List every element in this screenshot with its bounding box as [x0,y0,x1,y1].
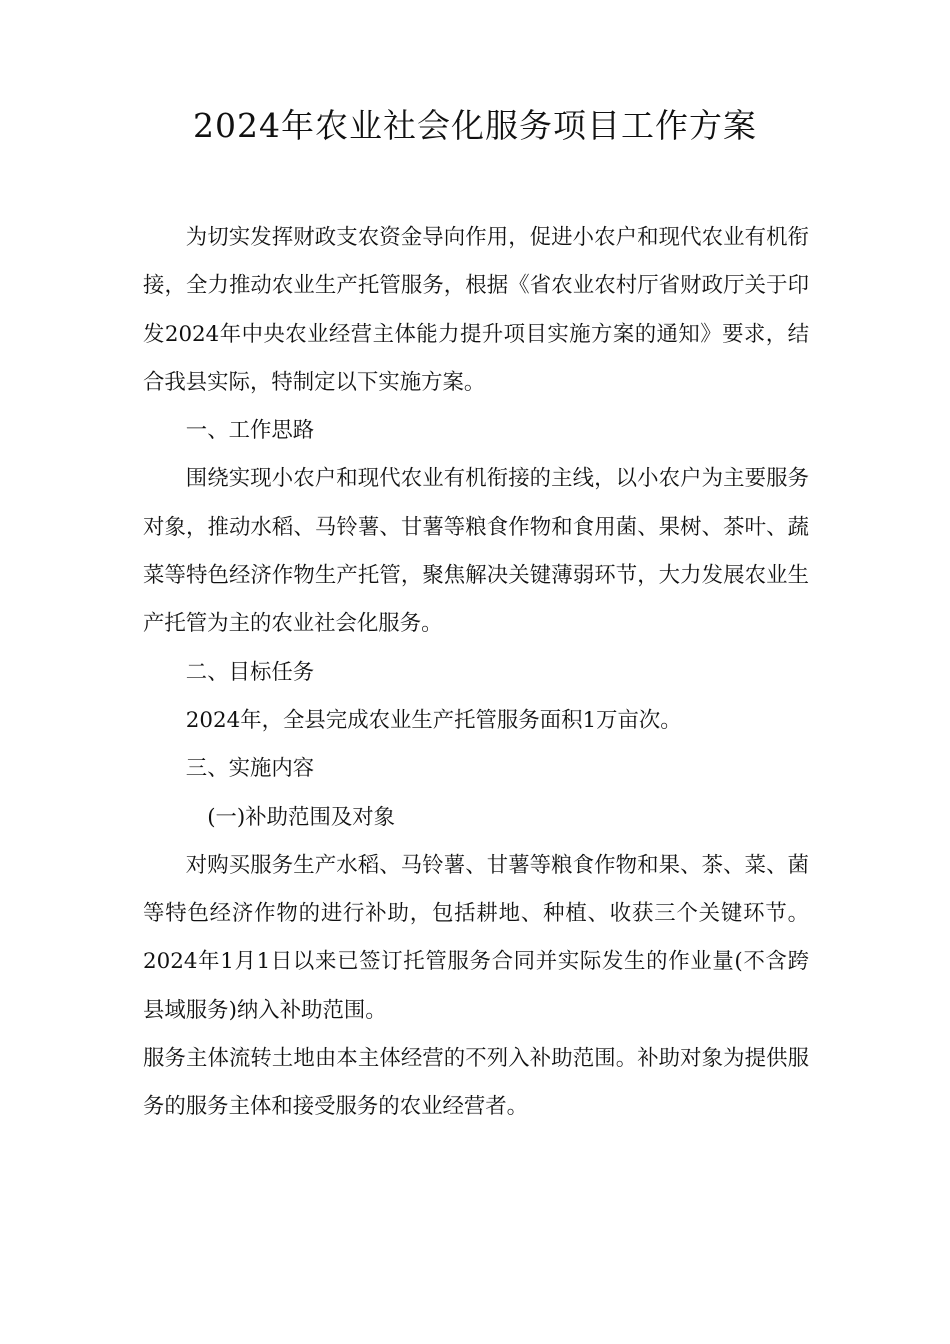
subsection-heading-3-1: (一)补助范围及对象 [207,804,396,830]
section-heading-3: 三、实施内容 [185,756,315,782]
subsection-3-1-paragraph-2: 服务主体流转土地由本主体经营的不列入补助范围。补助对象为提供服务的服务主体和接受服务的农业经营者。 [143,1046,809,1120]
section-heading-2: 二、目标任务 [185,659,315,685]
document-body [143,214,809,1132]
document-title: 2024年农业社会化服务项目工作方案 [193,106,757,145]
subsection-3-1-paragraph: 对购买服务生产水稻、马铃薯、甘薯等粮食作物和果、茶、菜、菌等特色经济作物的进行补助，包括耕地、种植、收获三个关键环节。2024年1月1日以来已签订托管服务合同并实际发生的作业量(不含跨县域服务)纳入补助范围。 [143,852,809,1023]
section-2-paragraph: 2024年，全县完成农业生产托管服务面积1万亩次。 [185,707,682,733]
intro-paragraph: 为切实发挥财政支农资金导向作用，促进小农户和现代农业有机衔接，全力推动农业生产托管服务，根据《省农业农村厅省财政厅关于印发2024年中央农业经营主体能力提升项目实施方案的通知》要求，结合我县实际，特制定以下实施方案。 [143,225,809,395]
section-1-paragraph: 围绕实现小农户和现代农业有机衔接的主线，以小农户为主要服务对象，推动水稻、马铃薯、甘薯等粮食作物和食用菌、果树、茶叶、蔬菜等特色经济作物生产托管，聚焦解决关键薄弱环节，大力发展农业生产托管为主的农业社会化服务。 [143,466,809,637]
section-heading-1: 一、工作思路 [185,418,315,444]
